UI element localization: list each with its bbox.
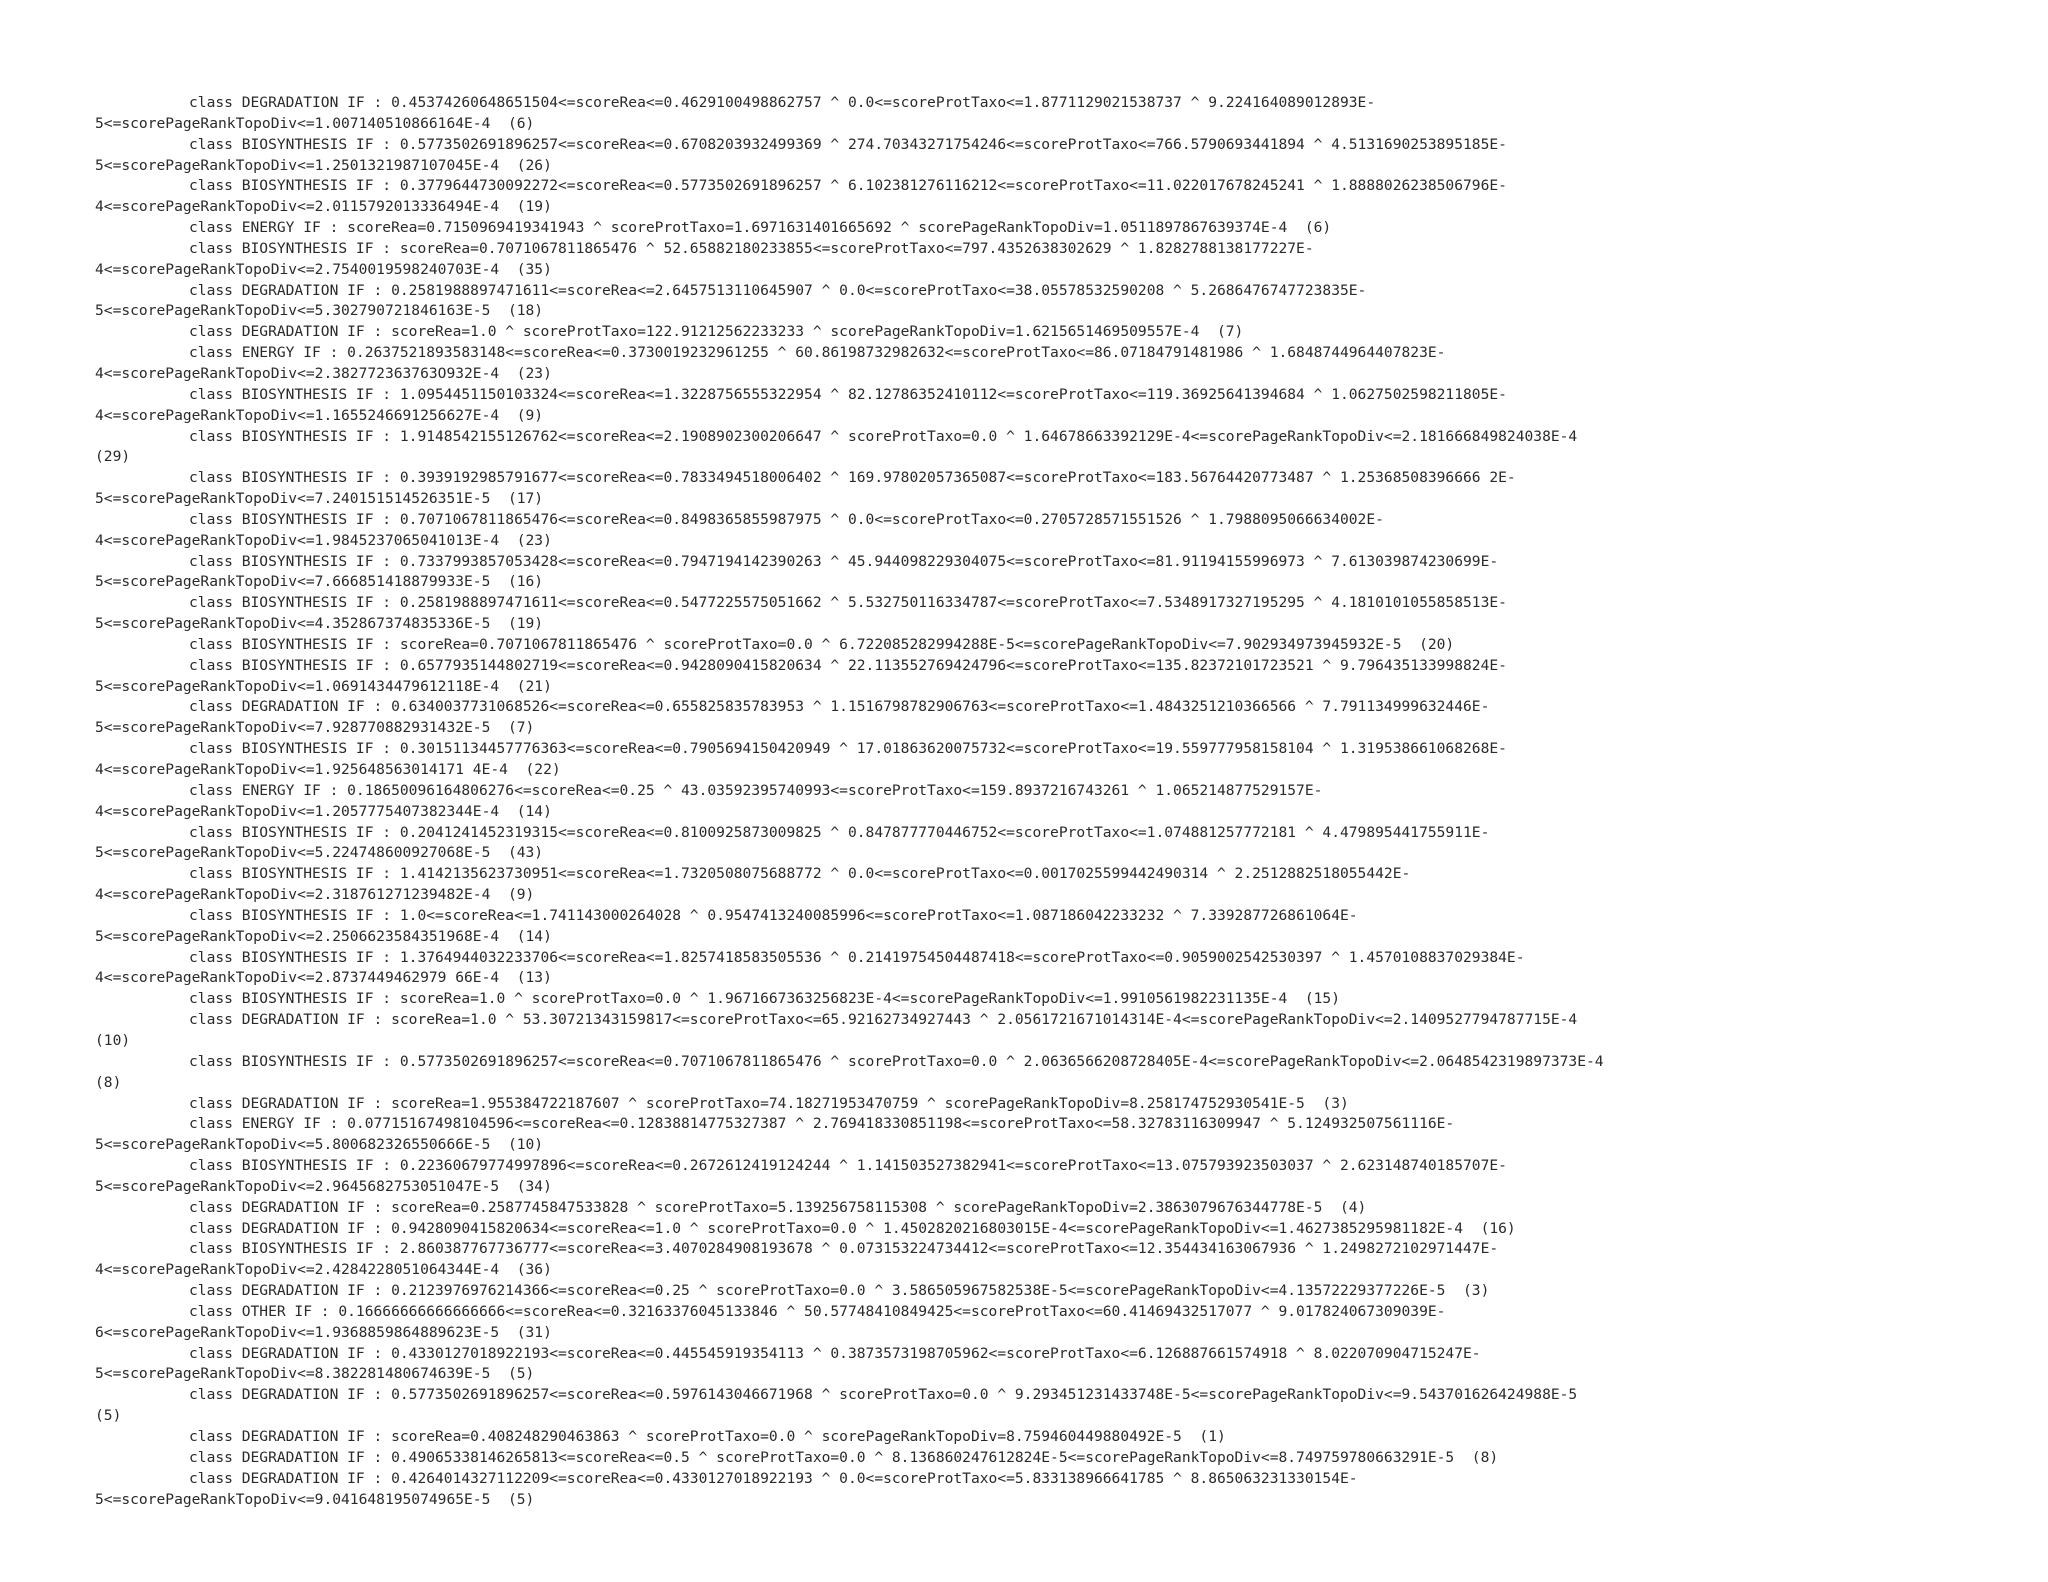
rule-entry [95, 1219, 2015, 1240]
rule-entry [95, 656, 2015, 698]
rule-continuation-line: 5<=scorePageRankTopoDiv<=1.0691434479612118E-4 (21) [95, 677, 552, 695]
rule-condition-line: class BIOSYNTHESIS IF : 1.0954451150103324<=scoreRea<=1.3228756555322954 ^ 82.12786352410112<=scoreProtTaxo<=119.36925641394684 ^ 1.0627502598211805E- [189, 385, 1507, 403]
rule-condition-line: class OTHER IF : 0.16666666666666666<=scoreRea<=0.32163376045133846 ^ 50.57748410849425<=scoreProtTaxo<=60.41469432517077 ^ 9.017824067309039E- [189, 1302, 1446, 1320]
rule-condition-line: class ENERGY IF : scoreRea=0.7150969419341943 ^ scoreProtTaxo=1.6971631401665692 ^ scorePageRankTopoDiv=1.0511897867639374E-4 (6) [189, 219, 1332, 237]
rule-entry [95, 697, 2015, 739]
rule-continuation-line: 5<=scorePageRankTopoDiv<=1.007140510866164E-4 (6) [95, 114, 535, 132]
rule-entry [95, 1281, 2015, 1302]
rule-continuation-line: 5<=scorePageRankTopoDiv<=4.352867374835336E-5 (19) [95, 615, 544, 633]
rule-condition-line: class DEGRADATION IF : scoreRea=0.2587745847533828 ^ scoreProtTaxo=5.139256758115308 ^ scorePageRankTopoDiv=2.3863079676344778E-5 (4) [189, 1198, 1367, 1216]
rule-entry [95, 1469, 2015, 1511]
rule-condition-line: class BIOSYNTHESIS IF : 1.0<=scoreRea<=1.741143000264028 ^ 0.9547413240085996<=scoreProtTaxo<=1.087186042233232 ^ 7.339287726861064E- [189, 906, 1358, 924]
rule-entry [95, 1385, 2015, 1427]
rule-entry [95, 864, 2015, 906]
rule-continuation-line: 4<=scorePageRankTopoDiv<=1.9845237065041013E-4 (23) [95, 531, 552, 549]
rule-entry [95, 1114, 2015, 1156]
rule-condition-line: class BIOSYNTHESIS IF : 0.7337993857053428<=scoreRea<=0.7947194142390263 ^ 45.944098229304075<=scoreProtTaxo<=81.91194155996973 ^ 7.613039874230699E- [189, 552, 1499, 570]
rule-entry [95, 510, 2015, 552]
rule-entry [95, 1239, 2015, 1281]
rule-condition-line: class BIOSYNTHESIS IF : scoreRea=1.0 ^ scoreProtTaxo=0.0 ^ 1.9671667363256823E-4<=scorePageRankTopoDiv<=1.9910561982231135E-4 (15) [189, 990, 1340, 1008]
rule-entry [95, 948, 2015, 990]
rule-entry [95, 1344, 2015, 1386]
rule-condition-line: class BIOSYNTHESIS IF : 0.5773502691896257<=scoreRea<=0.7071067811865476 ^ scoreProtTaxo=0.0 ^ 2.0636566208728405E-4<=scorePageRankTopoDiv<=2.0648542319897373E-4 [189, 1052, 1604, 1070]
rule-entry [95, 1198, 2015, 1219]
rule-continuation-line: (5) [95, 1407, 122, 1425]
rule-condition-line: class BIOSYNTHESIS IF : 1.9148542155126762<=scoreRea<=2.1908902300206647 ^ scoreProtTaxo=0.0 ^ 1.64678663392129E-4<=scorePageRankTopoDiv<=2.181666849824038E-4 [189, 427, 1578, 445]
rule-condition-line: class ENERGY IF : 0.07715167498104596<=scoreRea<=0.12838814775327387 ^ 2.769418330851198<=scoreProtTaxo<=58.32783116309947 ^ 5.124932507561116E- [189, 1115, 1455, 1133]
rule-continuation-line: 5<=scorePageRankTopoDiv<=5.302790721846163E-5 (18) [95, 302, 544, 320]
rule-continuation-line: 4<=scorePageRankTopoDiv<=2.4284228051064344E-4 (36) [95, 1261, 552, 1279]
rule-continuation-line: 4<=scorePageRankTopoDiv<=2.7540019598240703E-4 (35) [95, 260, 552, 278]
rule-condition-line: class DEGRADATION IF : 0.9428090415820634<=scoreRea<=1.0 ^ scoreProtTaxo=0.0 ^ 1.4502820216803015E-4<=scorePageRankTopoDiv<=1.4627385295981182E-4 (16) [189, 1219, 1516, 1237]
rule-entry [95, 427, 2015, 469]
rule-continuation-line: 4<=scorePageRankTopoDiv<=2.318761271239482E-4 (9) [95, 886, 535, 904]
rule-condition-line: class DEGRADATION IF : 0.2123976976214366<=scoreRea<=0.25 ^ scoreProtTaxo=0.0 ^ 3.586505967582538E-5<=scorePageRankTopoDiv<=4.13572229377226E-5 (3) [189, 1282, 1490, 1300]
rule-condition-line: class BIOSYNTHESIS IF : 0.30151134457776363<=scoreRea<=0.7905694150420949 ^ 17.01863620075732<=scoreProtTaxo<=19.559777958158104 ^ 1.319538661068268E- [189, 740, 1507, 758]
rule-continuation-line: 5<=scorePageRankTopoDiv<=8.382281480674639E-5 (5) [95, 1365, 535, 1383]
rule-condition-line: class BIOSYNTHESIS IF : 1.4142135623730951<=scoreRea<=1.7320508075688772 ^ 0.0<=scoreProtTaxo<=0.0017025599442490314 ^ 2.2512882518055442E- [189, 865, 1411, 883]
rule-condition-line: class DEGRADATION IF : 0.5773502691896257<=scoreRea<=0.5976143046671968 ^ scoreProtTaxo=0.0 ^ 9.293451231433748E-5<=scorePageRankTopoDiv<=9.543701626424988E-5 [189, 1386, 1578, 1404]
rule-entry [95, 468, 2015, 510]
rule-continuation-line: 4<=scorePageRankTopoDiv<=2.382772363763O932E-4 (23) [95, 364, 552, 382]
rule-continuation-line: 4<=scorePageRankTopoDiv<=2.8737449462979 66E-4 (13) [95, 969, 552, 987]
rule-continuation-line: 5<=scorePageRankTopoDiv<=7.666851418879933E-5 (16) [95, 573, 544, 591]
rule-condition-line: class BIOSYNTHESIS IF : 0.7071067811865476<=scoreRea<=0.8498365855987975 ^ 0.0<=scoreProtTaxo<=0.2705728571551526 ^ 1.7988095066634002E- [189, 510, 1384, 528]
rule-continuation-line: 5<=scorePageRankTopoDiv<=2.2506623584351968E-4 (14) [95, 927, 552, 945]
rule-condition-line: class BIOSYNTHESIS IF : 0.6577935144802719<=scoreRea<=0.9428090415820634 ^ 22.113552769424796<=scoreProtTaxo<=135.82372101723521 ^ 9.796435133998824E- [189, 656, 1507, 674]
rule-entry [95, 135, 2015, 177]
rule-condition-line: class BIOSYNTHESIS IF : 0.2581988897471611<=scoreRea<=0.5477225575051662 ^ 5.532750116334787<=scoreProtTaxo<=7.5348917327195295 ^ 4.1810101055858513E- [189, 594, 1507, 612]
rule-continuation-line: 5<=scorePageRankTopoDiv<=5.800682326550666E-5 (10) [95, 1136, 544, 1154]
rule-continuation-line: 5<=scorePageRankTopoDiv<=9.041648195074965E-5 (5) [95, 1490, 535, 1508]
rule-entry [95, 593, 2015, 635]
rule-entry [95, 1156, 2015, 1198]
rule-continuation-line: 5<=scorePageRankTopoDiv<=7.240151514526351E-5 (17) [95, 490, 544, 508]
rule-entry [95, 552, 2015, 594]
rule-condition-line: class DEGRADATION IF : scoreRea=1.0 ^ 53.30721343159817<=scoreProtTaxo<=65.92162734927443 ^ 2.0561721671014314E-4<=scorePageRankTopoDiv<=2.1409527794787715E-4 [189, 1011, 1578, 1029]
rule-continuation-line: 4<=scorePageRankTopoDiv<=1.2057775407382344E-4 (14) [95, 802, 552, 820]
rule-continuation-line: 4<=scorePageRankTopoDiv<=1.1655246691256627E-4 (9) [95, 406, 544, 424]
rule-continuation-line: (29) [95, 448, 131, 466]
rule-entry [95, 1302, 2015, 1344]
rule-entry [95, 635, 2015, 656]
rule-condition-line: class ENERGY IF : 0.18650096164806276<=scoreRea<=0.25 ^ 43.03592395740993<=scoreProtTaxo<=159.8937216743261 ^ 1.065214877529157E- [189, 781, 1323, 799]
rule-continuation-line: 6<=scorePageRankTopoDiv<=1.9368859864889623E-5 (31) [95, 1323, 552, 1341]
rule-continuation-line: 5<=scorePageRankTopoDiv<=7.928770882931432E-5 (7) [95, 719, 535, 737]
rule-entry [95, 906, 2015, 948]
rule-condition-line: class BIOSYNTHESIS IF : 0.3939192985791677<=scoreRea<=0.7833494518006402 ^ 169.97802057365087<=scoreProtTaxo<=183.56764420773487 ^ 1.25368508396666 2E- [189, 469, 1516, 487]
rule-entry [95, 385, 2015, 427]
rule-entry [95, 93, 2015, 135]
rule-entry [95, 781, 2015, 823]
rule-continuation-line: 4<=scorePageRankTopoDiv<=1.925648563014171 4E-4 (22) [95, 761, 561, 778]
rule-condition-line: class DEGRADATION IF : 0.2581988897471611<=scoreRea<=2.6457513110645907 ^ 0.0<=scoreProtTaxo<=38.05578532590208 ^ 5.2686476747723835E- [189, 281, 1367, 299]
rule-continuation-line: 4<=scorePageRankTopoDiv<=2.0115792013336494E-4 (19) [95, 198, 552, 216]
rule-condition-line: class DEGRADATION IF : scoreRea=0.408248290463863 ^ scoreProtTaxo=0.0 ^ scorePageRankTopoDiv=8.759460449880492E-5 (1) [189, 1428, 1226, 1445]
rule-entry [95, 218, 2015, 239]
rule-entry [95, 343, 2015, 385]
rule-entry [95, 176, 2015, 218]
rule-condition-line: class DEGRADATION IF : scoreRea=1.955384722187607 ^ scoreProtTaxo=74.18271953470759 ^ scorePageRankTopoDiv=8.258174752930541E-5 (3) [189, 1094, 1349, 1112]
rule-continuation-line: 5<=scorePageRankTopoDiv<=2.9645682753051047E-5 (34) [95, 1177, 552, 1195]
rule-entry [95, 989, 2015, 1010]
rule-entry [95, 1094, 2015, 1115]
rule-condition-line: class BIOSYNTHESIS IF : 0.2041241452319315<=scoreRea<=0.8100925873009825 ^ 0.847877770446752<=scoreProtTaxo<=1.074881257772181 ^ 4.479895441755911E- [189, 823, 1490, 841]
rule-entry [95, 1052, 2015, 1094]
rule-list [95, 93, 2015, 1510]
rule-entry [95, 823, 2015, 865]
rule-entry [95, 1010, 2015, 1052]
rule-entry [95, 322, 2015, 343]
rule-entry [95, 739, 2015, 781]
rule-entry [95, 239, 2015, 281]
rule-condition-line: class BIOSYNTHESIS IF : 0.5773502691896257<=scoreRea<=0.6708203932499369 ^ 274.70343271754246<=scoreProtTaxo<=766.5790693441894 ^ 4.5131690253895185E- [189, 135, 1507, 153]
rule-continuation-line: 5<=scorePageRankTopoDiv<=5.224748600927068E-5 (43) [95, 844, 544, 862]
rule-condition-line: class BIOSYNTHESIS IF : 0.3779644730092272<=scoreRea<=0.5773502691896257 ^ 6.102381276116212<=scoreProtTaxo<=11.022017678245241 ^ 1.8888026238506796E- [189, 177, 1507, 195]
rule-condition-line: class DEGRADATION IF : 0.4264014327112209<=scoreRea<=0.4330127018922193 ^ 0.0<=scoreProtTaxo<=5.833138966641785 ^ 8.865063231330154E- [189, 1469, 1358, 1487]
rule-condition-line: class BIOSYNTHESIS IF : 0.22360679774997896<=scoreRea<=0.2672612419124244 ^ 1.141503527382941<=scoreProtTaxo<=13.075793923503037 ^ 2.623148740185707E- [189, 1157, 1507, 1175]
rule-condition-line: class BIOSYNTHESIS IF : 2.860387767736777<=scoreRea<=3.4070284908193678 ^ 0.073153224734412<=scoreProtTaxo<=12.354434163067936 ^ 1.2498272102971447E- [189, 1240, 1499, 1258]
rule-condition-line: class ENERGY IF : 0.2637521893583148<=scoreRea<=0.3730019232961255 ^ 60.86198732982632<=scoreProtTaxo<=86.07184791481986 ^ 1.6848744964407823E- [189, 344, 1446, 362]
rule-entry [95, 1448, 2015, 1469]
rule-entry [95, 281, 2015, 323]
rule-condition-line: class DEGRADATION IF : 0.4330127018922193<=scoreRea<=0.445545919354113 ^ 0.3873573198705962<=scoreProtTaxo<=6.126887661574918 ^ 8.022070904715247E- [189, 1344, 1481, 1362]
rule-condition-line: class DEGRADATION IF : scoreRea=1.0 ^ scoreProtTaxo=122.91212562233233 ^ scorePageRankTopoDiv=1.6215651469509557E-4 (7) [189, 323, 1244, 341]
rule-condition-line: class DEGRADATION IF : 0.49065338146265813<=scoreRea<=0.5 ^ scoreProtTaxo=0.0 ^ 8.136860247612824E-5<=scorePageRankTopoDiv<=8.749759780663291E-5 (8) [189, 1448, 1499, 1466]
rule-condition-line: class BIOSYNTHESIS IF : scoreRea=0.7071067811865476 ^ 52.65882180233855<=scoreProtTaxo<=797.4352638302629 ^ 1.8282788138177227E- [189, 239, 1314, 257]
rule-continuation-line: (10) [95, 1031, 131, 1049]
rule-condition-line: class DEGRADATION IF : 0.6340037731068526<=scoreRea<=0.655825835783953 ^ 1.1516798782906763<=scoreProtTaxo<=1.4843251210366566 ^ 7.791134999632446E- [189, 698, 1490, 716]
rule-condition-line: class BIOSYNTHESIS IF : scoreRea=0.7071067811865476 ^ scoreProtTaxo=0.0 ^ 6.722085282994288E-5<=scorePageRankTopoDiv<=7.902934973945932E-5 (20) [189, 635, 1455, 653]
rule-condition-line: class DEGRADATION IF : 0.45374260648651504<=scoreRea<=0.4629100498862757 ^ 0.0<=scoreProtTaxo<=1.8771129021538737 ^ 9.224164089012893E- [189, 94, 1376, 111]
rule-continuation-line: 5<=scorePageRankTopoDiv<=1.2501321987107045E-4 (26) [95, 156, 552, 174]
rule-entry [95, 1427, 2015, 1448]
rule-condition-line: class BIOSYNTHESIS IF : 1.3764944032233706<=scoreRea<=1.8257418583505536 ^ 0.21419754504487418<=scoreProtTaxo<=0.9059002542530397 ^ 1.4570108837029384E- [189, 948, 1525, 966]
rule-continuation-line: (8) [95, 1073, 122, 1091]
